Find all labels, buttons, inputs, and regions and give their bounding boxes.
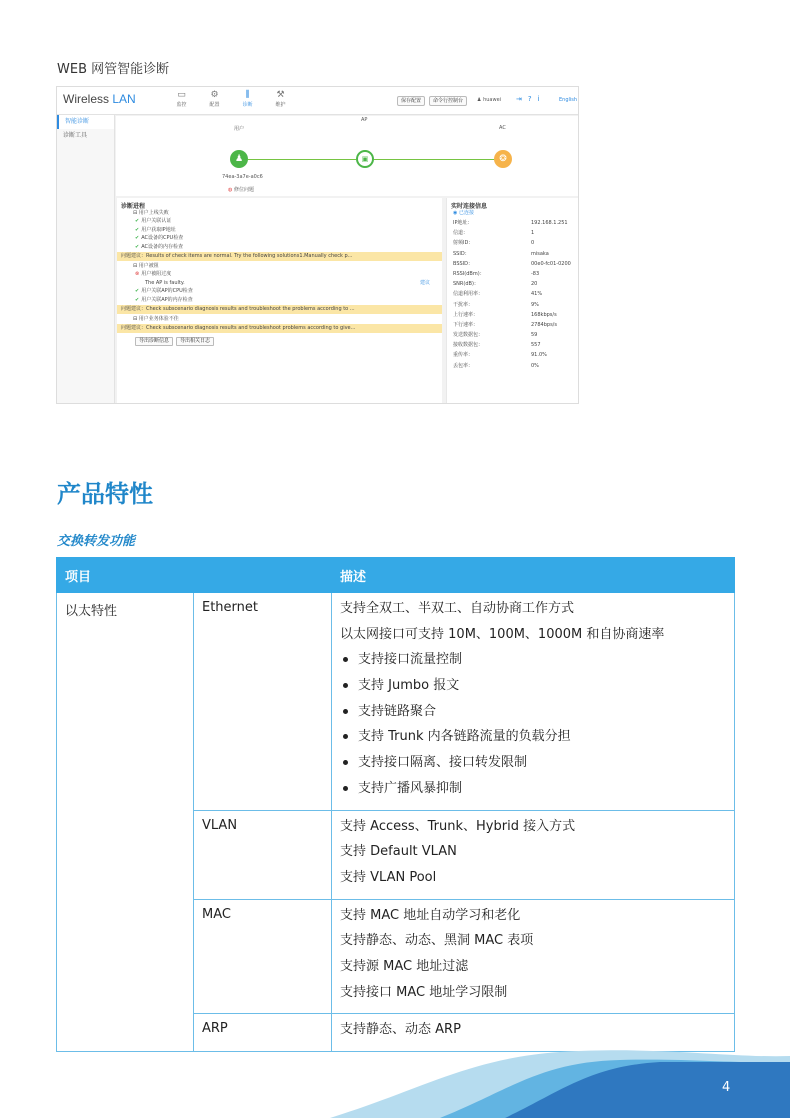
kv-key: SNR(dB)： xyxy=(453,281,479,288)
suggestion-bar: 问题建议：Check subscenario diagnosis results and troubleshoot the problems according to ... xyxy=(117,305,442,314)
page-number: 4 xyxy=(722,1080,731,1095)
description-line: 支持全双工、半双工、自动协商工作方式 xyxy=(340,601,575,616)
user-label: huawei xyxy=(483,97,502,103)
topo-ac-label: AC xyxy=(499,125,506,131)
check-item-label: AC设备的CPU检查 xyxy=(141,235,184,242)
kv-value: 192.168.1.251 xyxy=(531,220,568,226)
logout-icon[interactable]: ⇥ xyxy=(516,95,522,103)
kv-value: 2784bps/s xyxy=(531,321,557,328)
description-line: 支持 Access、Trunk、Hybrid 接入方式 xyxy=(340,818,576,834)
app-header xyxy=(57,87,579,115)
description-line: 支持静态、动态 ARP xyxy=(340,1022,461,1038)
nav-item-label: 诊断 xyxy=(242,102,253,108)
feature-name-cell: Ethernet xyxy=(194,593,332,811)
nav-item-0[interactable] xyxy=(165,89,198,109)
description-bullet: 支持 Trunk 内各链路流量的负载分担 xyxy=(340,728,726,754)
kv-key: 重传率： xyxy=(453,352,474,359)
kv-value: 59 xyxy=(531,332,538,339)
kv-key: 射频ID： xyxy=(453,240,474,247)
header-description: 描述 xyxy=(332,558,735,593)
check-item xyxy=(117,287,442,295)
description-bullet: 支持广播风暴抑制 xyxy=(340,780,726,806)
kv-key: 上行速率： xyxy=(453,311,479,318)
web-diagnosis-screenshot xyxy=(56,86,579,404)
description-bullet: 支持链路聚合 xyxy=(340,703,726,729)
check-pass-icon: ✔ xyxy=(135,243,140,250)
suggest-link[interactable]: 建议 xyxy=(419,279,430,286)
header-icons xyxy=(516,95,540,103)
topo-ap-label: AP xyxy=(361,117,368,123)
diagnosis-progress-panel xyxy=(117,198,442,404)
description-line: 以太网接口可支持 10M、100M、1000M 和自协商速率 xyxy=(340,626,665,642)
help-icon[interactable]: ? xyxy=(527,95,532,103)
description-line: 支持静态、动态、黑洞 MAC 表项 xyxy=(340,933,534,949)
check-item xyxy=(117,296,442,304)
kv-value: 168kbps/s xyxy=(531,311,557,318)
feature-description-cell xyxy=(332,899,735,1014)
check-pass-icon: ✔ xyxy=(135,226,140,233)
header-item: 项目 xyxy=(57,558,332,593)
info-icon[interactable]: i xyxy=(537,95,540,103)
feature-name-cell: MAC xyxy=(194,899,332,1014)
kv-key: SSID： xyxy=(453,250,470,257)
user-name[interactable] xyxy=(477,97,501,103)
description-line: 支持源 MAC 地址过滤 xyxy=(340,958,469,974)
section-title: 产品特性 xyxy=(57,480,153,508)
topo-link-user-ap xyxy=(248,159,356,160)
ac-icon: ❂ xyxy=(499,154,507,164)
kv-value: 0% xyxy=(531,362,539,369)
kv-value: 0 xyxy=(531,240,535,247)
save-config-button[interactable]: 保存配置 xyxy=(397,96,425,106)
check-item xyxy=(117,217,442,225)
group-user-blocked-label: 用户被阻 xyxy=(138,262,159,269)
nav-item-3[interactable] xyxy=(264,89,297,109)
kv-row xyxy=(447,279,579,289)
topo-user-node[interactable] xyxy=(230,150,248,168)
topo-link-ap-ac xyxy=(374,159,496,160)
kv-row xyxy=(447,269,579,279)
brand-prefix: Wireless xyxy=(63,92,110,106)
check-item xyxy=(117,234,442,242)
kv-key: IP地址： xyxy=(453,220,473,226)
diagnosis-title: 诊断进程 xyxy=(121,203,146,210)
table-body xyxy=(57,593,735,1052)
check-item xyxy=(117,243,442,251)
kv-row xyxy=(447,330,579,340)
description-line: 支持 MAC 地址自动学习和老化 xyxy=(340,907,521,923)
error-icon: ⊗ xyxy=(135,271,140,278)
check-item-label: 用户关联认证 xyxy=(141,218,172,225)
kv-row xyxy=(447,300,579,310)
check-item-label: 用户获取IP地址 xyxy=(141,226,176,233)
nav-item-label: 监控 xyxy=(176,102,187,108)
brand-suffix: LAN xyxy=(112,92,136,106)
kv-value: 9% xyxy=(531,301,539,308)
sidebar-item-smart-diagnosis[interactable]: 智能诊断 xyxy=(57,115,114,129)
user-icon: ♟ xyxy=(477,97,484,103)
description-line: 支持 VLAN Pool xyxy=(340,869,437,885)
suggestion-bar: 问题建议：Check subscenario diagnosis results and troubleshoot problems according to give... xyxy=(117,324,442,333)
person-icon: ♟ xyxy=(234,154,244,164)
check-pass-icon: ✔ xyxy=(135,288,140,295)
nav-item-label: 维护 xyxy=(275,102,286,108)
kv-key: 干扰率： xyxy=(453,301,474,308)
kv-row xyxy=(447,259,579,269)
nav-item-2[interactable] xyxy=(231,89,264,109)
kv-value: 00e0-fc01-0200 xyxy=(531,260,571,267)
kv-row xyxy=(447,320,579,330)
feature-description-cell xyxy=(332,810,735,899)
description-line: 支持 Default VLAN xyxy=(340,844,457,860)
language-link[interactable]: English xyxy=(559,97,578,103)
table-header-row xyxy=(57,558,735,593)
kv-value: 557 xyxy=(531,342,541,349)
wifi-icon: ◉ xyxy=(453,210,459,216)
group-poor-experience-label: 用户业务体验不佳 xyxy=(138,315,179,322)
app-brand xyxy=(63,92,136,106)
topo-ac-node[interactable] xyxy=(494,150,512,168)
realtime-connection-panel xyxy=(446,198,579,404)
connection-status xyxy=(447,209,579,218)
category-cell: 以太特性 xyxy=(57,593,194,1052)
kv-value: 91.0% xyxy=(531,352,547,359)
suggestion-bar: 问题建议：Results of check items are normal. Try the following solutions1.Manually check p... xyxy=(117,252,442,261)
figure-caption: WEB 网管智能诊断 xyxy=(57,62,170,77)
sidebar xyxy=(57,115,115,404)
kv-row xyxy=(447,361,579,371)
table-row xyxy=(57,593,735,811)
footer-wave xyxy=(0,1050,790,1118)
topo-user-mac: 74ea-3a7e-a0c6 xyxy=(222,174,263,180)
sub-title: 交换转发功能 xyxy=(57,534,136,549)
kv-key: 信道： xyxy=(453,230,469,237)
nav-item-label: 配置 xyxy=(209,102,220,108)
warning-icon: ◍ xyxy=(228,187,234,193)
diagnose-icon: ⫼ xyxy=(245,90,250,100)
description-bullet: 支持接口隔离、接口转发限制 xyxy=(340,754,726,780)
group-user-blocked[interactable]: ⊟ 用户被阻 xyxy=(133,262,159,269)
cli-console-button[interactable]: 命令行控制台 xyxy=(429,96,467,106)
check-item-label: 用户关联AP的CPU检查 xyxy=(141,288,193,295)
kv-key: 丢包率： xyxy=(453,362,474,369)
group-login-failure[interactable]: ⊟ 用户上线失败 xyxy=(133,210,169,216)
locate-problem-link[interactable] xyxy=(228,186,254,193)
group-user-blocked-items xyxy=(117,287,442,304)
description-bullet: 支持接口流量控制 xyxy=(340,651,726,677)
monitor-icon: ▭ xyxy=(177,90,186,100)
description-bullet: 支持 Jumbo 报文 xyxy=(340,677,726,703)
kv-value: misaka xyxy=(531,250,549,257)
kv-value: 41% xyxy=(531,291,543,298)
check-item-label: AC设备的内存检查 xyxy=(141,243,184,250)
feature-description-cell xyxy=(332,1014,735,1052)
check-pass-icon: ✔ xyxy=(135,218,140,225)
kv-row xyxy=(447,350,579,360)
feature-description-cell xyxy=(332,593,735,811)
kv-key: RSSI(dBm)： xyxy=(453,270,485,277)
kv-row xyxy=(447,289,579,299)
topo-user-label: 用户 xyxy=(234,126,245,132)
kv-row xyxy=(447,228,579,238)
topo-ap-node[interactable] xyxy=(356,150,374,168)
kv-row xyxy=(447,218,579,228)
export-diagnosis-button[interactable]: 导出诊断信息 xyxy=(135,337,173,346)
kv-row xyxy=(447,249,579,259)
kv-key: 下行速率： xyxy=(453,321,479,328)
kv-row xyxy=(447,238,579,248)
group-poor-experience[interactable]: ⊟ 用户业务体验不佳 xyxy=(133,315,179,322)
feature-table xyxy=(56,557,735,1052)
check-item-label: 用户关联AP的内存检查 xyxy=(141,296,193,303)
gear-icon: ⚙ xyxy=(210,90,219,100)
kv-key: BSSID： xyxy=(453,260,474,267)
realtime-kv-list xyxy=(447,218,579,371)
feature-name-cell: VLAN xyxy=(194,810,332,899)
kv-value: 20 xyxy=(531,281,538,288)
topology-panel xyxy=(116,116,579,196)
check-item-failed-label: 用户被阻过度 xyxy=(141,271,172,278)
maintain-icon: ⚒ xyxy=(276,90,285,100)
realtime-title: 实时连接信息 xyxy=(451,203,488,210)
check-item-failed xyxy=(117,270,442,278)
check-pass-icon: ✔ xyxy=(135,235,140,242)
locate-problem-label: 修位问题 xyxy=(233,187,254,193)
kv-key: 发送数据包： xyxy=(453,332,484,339)
kv-value: -83 xyxy=(531,270,540,277)
sidebar-item-diagnosis-tools[interactable]: 诊断工具 xyxy=(63,132,88,139)
check-pass-icon: ✔ xyxy=(135,296,140,303)
connection-status-label: 已连接 xyxy=(458,210,474,216)
kv-key: 接收数据包： xyxy=(453,342,484,349)
kv-row xyxy=(447,310,579,320)
export-logs-button[interactable]: 导出相关日志 xyxy=(176,337,214,346)
fault-reason-label: The AP is faulty. xyxy=(145,279,185,286)
fault-reason xyxy=(117,279,442,287)
feature-name-cell: ARP xyxy=(194,1014,332,1052)
ap-icon: ▣ xyxy=(361,155,369,163)
kv-value: 1 xyxy=(531,230,535,237)
top-nav xyxy=(165,89,297,109)
nav-item-1[interactable] xyxy=(198,89,231,109)
kv-row xyxy=(447,340,579,350)
check-item xyxy=(117,226,442,234)
kv-key: 信道利用率： xyxy=(453,291,484,298)
export-buttons xyxy=(117,334,442,346)
description-line: 支持接口 MAC 地址学习限制 xyxy=(340,984,508,1000)
group-login-failure-items xyxy=(117,217,442,251)
group-login-failure-label: 用户上线失败 xyxy=(138,210,169,216)
